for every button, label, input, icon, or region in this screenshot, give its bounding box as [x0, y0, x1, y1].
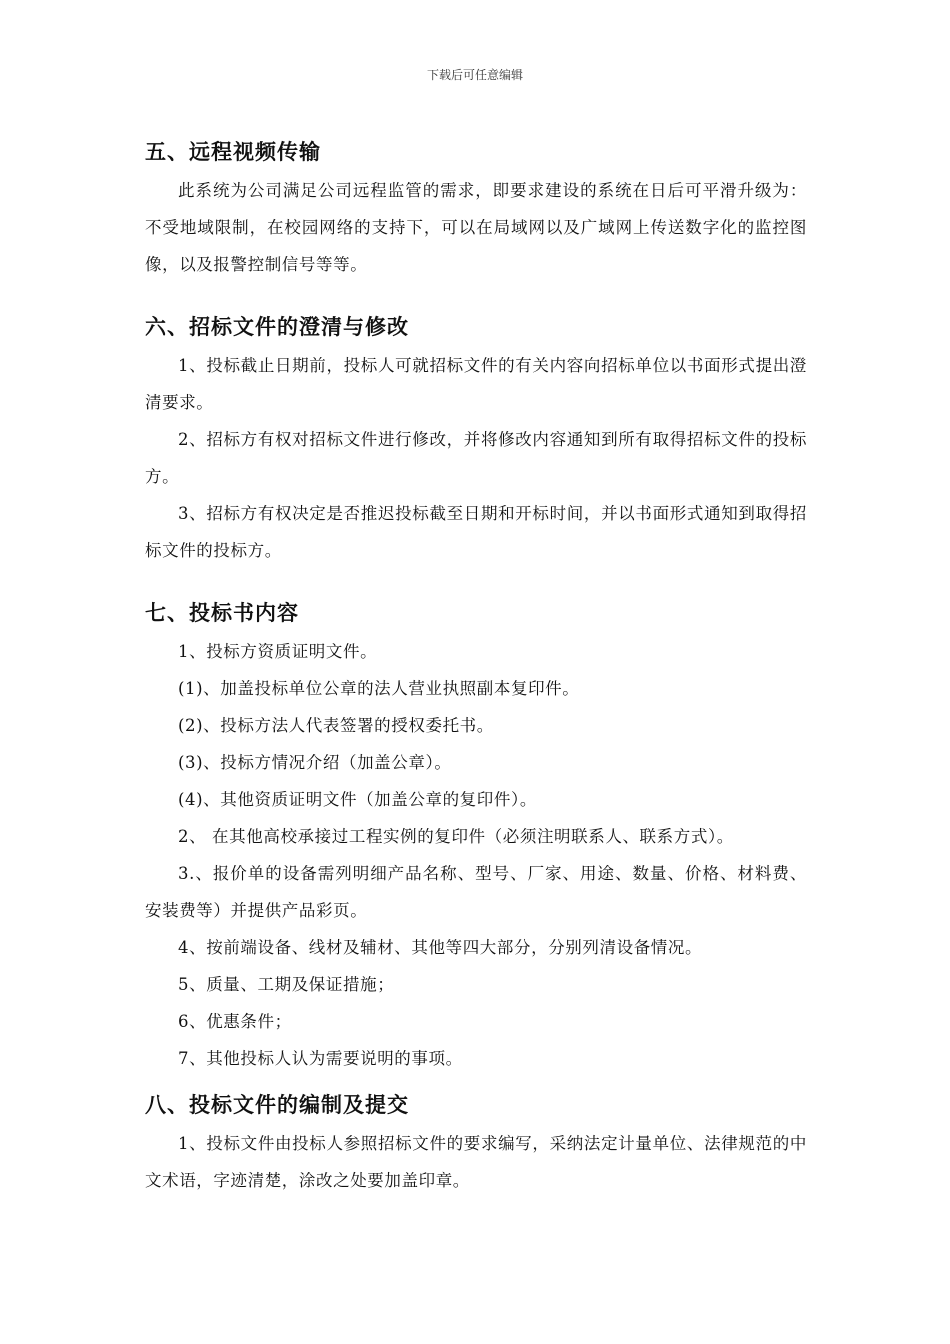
list-item: 2、 在其他高校承接过工程实例的复印件（必须注明联系人、联系方式）。 — [178, 827, 734, 846]
document-body — [145, 134, 807, 1199]
section-heading: 七、投标书内容 — [145, 601, 299, 625]
paragraph: 1、投标截止日期前，投标人可就招标文件的有关内容向招标单位以书面形式提出澄清要求。 — [145, 356, 807, 412]
list-item: 7、其他投标人认为需要说明的事项。 — [178, 1049, 463, 1068]
list-item: 4、按前端设备、线材及辅材、其他等四大部分，分别列清设备情况。 — [178, 938, 703, 957]
section-remote-video — [145, 134, 807, 283]
list-item: (2)、投标方法人代表签署的授权委托书。 — [178, 716, 494, 735]
section-clarification — [145, 309, 807, 569]
paragraph: 2、招标方有权对招标文件进行修改，并将修改内容通知到所有取得招标文件的投标方。 — [145, 430, 807, 486]
paragraph: 此系统为公司满足公司远程监管的需求，即要求建设的系统在日后可平滑升级为：不受地域限制，在校园网络的支持下，可以在局域网以及广域网上传送数字化的监控图像，以及报警控制信号等等。 — [145, 181, 807, 274]
list-item: 6、优惠条件； — [178, 1012, 292, 1031]
list-item: 3.、报价单的设备需列明细产品名称、型号、厂家、用途、数量、价格、材料费、安装费等）并提供产品彩页。 — [145, 864, 807, 920]
list-item: (3)、投标方情况介绍（加盖公章）。 — [178, 753, 452, 772]
section-bid-preparation — [145, 1087, 807, 1199]
section-heading: 五、远程视频传输 — [145, 140, 321, 164]
section-heading: 六、招标文件的澄清与修改 — [145, 315, 409, 339]
list-item: 5、质量、工期及保证措施； — [178, 975, 395, 994]
list-item: (1)、加盖投标单位公章的法人营业执照副本复印件。 — [178, 679, 580, 698]
paragraph: 1、投标文件由投标人参照招标文件的要求编写，采纳法定计量单位、法律规范的中文术语，字迹清楚，涂改之处要加盖印章。 — [145, 1134, 807, 1190]
section-bid-contents — [145, 595, 807, 1077]
header-note: 下载后可任意编辑 — [426, 68, 523, 82]
list-item: 1、投标方资质证明文件。 — [178, 642, 378, 661]
section-heading: 八、投标文件的编制及提交 — [145, 1093, 409, 1117]
paragraph: 3、招标方有权决定是否推迟投标截至日期和开标时间，并以书面形式通知到取得招标文件的投标方。 — [145, 504, 807, 560]
list-item: (4)、其他资质证明文件（加盖公章的复印件）。 — [178, 790, 537, 809]
